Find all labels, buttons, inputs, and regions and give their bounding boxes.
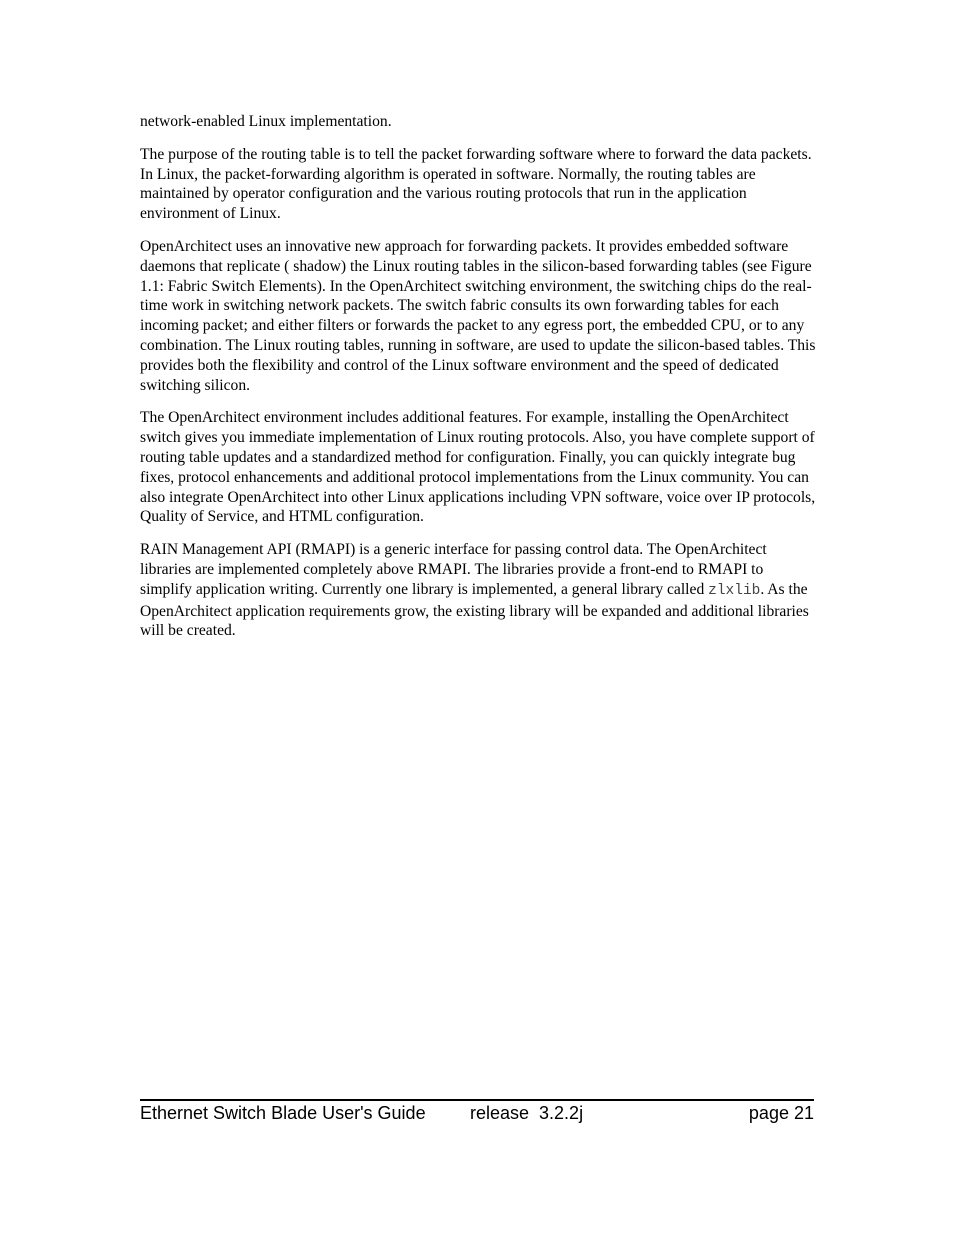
paragraph-openarchitect-approach: OpenArchitect uses an innovative new approach for forwarding packets. It provides embedded software daemons that replicate ( shadow) the Linux routing tables in the silicon-based forwarding tables (see Figure 1.1: Fabric Switch Elements). In the OpenArchitect switching environment, the switching chips do the real-time work in switching network packets. The switch fabric consults its own forwarding tables for each incoming packet; and either filters or forwards the packet to any egress port, the embedded CPU, or to any combination. The Linux routing tables, running in software, are used to update the silicon-based tables. This provides both the flexibility and control of the Linux software environment and the speed of dedicated switching silicon. [140, 237, 816, 394]
footer-release: release 3.2.2j [470, 1103, 584, 1123]
body-text [140, 112, 816, 654]
paragraph-routing-table: The purpose of the routing table is to tell the packet forwarding software where to forward the data packets. In Linux, the packet-forwarding algorithm is operated in software. Normally, the routing tables are maintained by operator configuration and the various routing protocols that run in the application environment of Linux. [140, 145, 812, 223]
page-footer [140, 1101, 814, 1125]
rmapi-text-before: RAIN Management API (RMAPI) is a generic interface for passing control data. The OpenArchitect libraries are implemented completely above RMAPI. The libraries provide a front-end to RMAPI to simplify application writing. Currently one library is implemented, a general library called [140, 541, 767, 598]
rmapi-text-after: . As the OpenArchitect application requirements grow, the existing library will be expanded and additional libraries will be created. [140, 580, 809, 640]
footer-page-number: page 21 [748, 1103, 814, 1123]
library-name-code: zlxlib [708, 582, 761, 599]
paragraph-openarchitect-features: The OpenArchitect environment includes additional features. For example, installing the OpenArchitect switch gives you immediate implementation of Linux routing protocols. Also, you have complete support of routing table updates and a standardized method for configuration. Finally, you can quickly integrate bug fixes, protocol enhancements and additional protocol implementations from the Linux community. You can also integrate OpenArchitect into other Linux applications including VPN software, voice over IP protocols, Quality of Service, and HTML configuration. [140, 409, 816, 526]
footer-document-title: Ethernet Switch Blade User's Guide [140, 1103, 426, 1123]
paragraph-rmapi [140, 540, 816, 641]
paragraph-continuation: network-enabled Linux implementation. [140, 113, 392, 130]
